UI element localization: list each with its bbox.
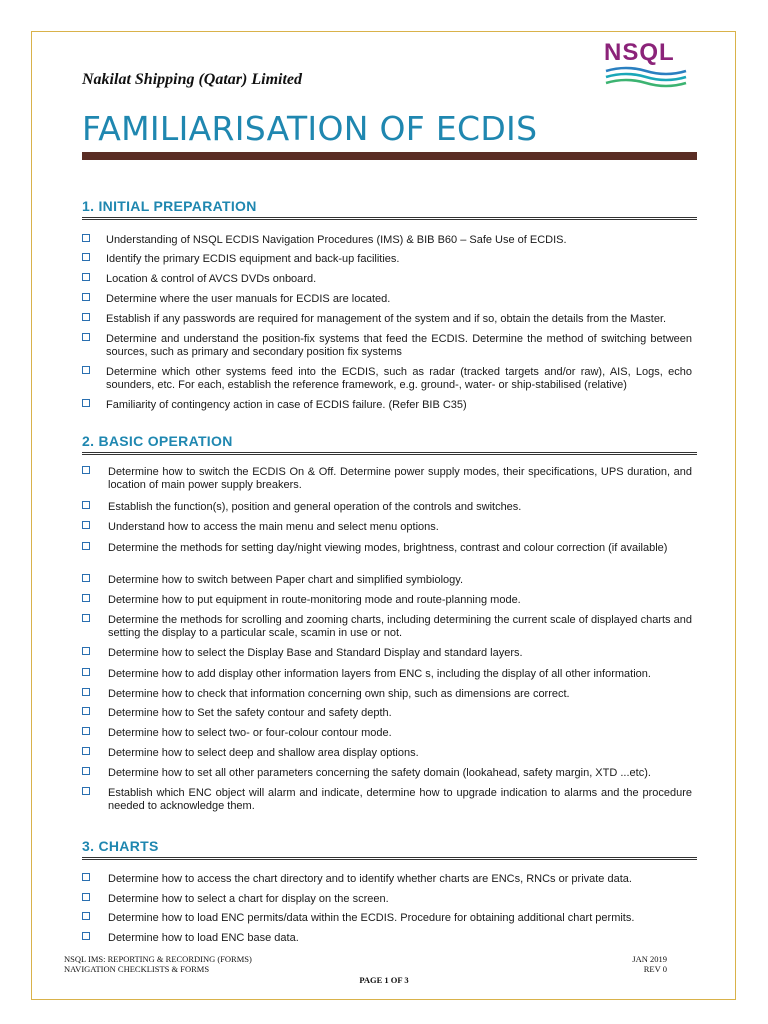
checkbox-icon[interactable] xyxy=(82,542,90,550)
checkbox-icon[interactable] xyxy=(82,767,90,775)
checkbox-icon[interactable] xyxy=(82,747,90,755)
checkbox-icon[interactable] xyxy=(82,466,90,474)
checkbox-icon[interactable] xyxy=(82,893,90,901)
logo-waves-icon xyxy=(604,66,688,88)
logo-text: NSQL xyxy=(604,39,675,66)
checkbox-icon[interactable] xyxy=(82,873,90,881)
checkbox-icon[interactable] xyxy=(82,501,90,509)
footer-left xyxy=(64,954,252,974)
footer-page-number: PAGE 1 OF 3 xyxy=(359,975,409,985)
section-rule xyxy=(82,452,697,455)
checkbox-icon[interactable] xyxy=(82,727,90,735)
section-heading-basic-operation: 2. BASIC OPERATION xyxy=(82,433,233,449)
section-rule xyxy=(82,857,697,860)
checkbox-icon[interactable] xyxy=(82,707,90,715)
checkbox-icon[interactable] xyxy=(82,912,90,920)
section-heading-charts: 3. CHARTS xyxy=(82,838,159,854)
checkbox-icon[interactable] xyxy=(82,333,90,341)
checkbox-icon[interactable] xyxy=(82,787,90,795)
footer-reference: NSQL IMS: REPORTING & RECORDING (FORMS) xyxy=(64,954,252,964)
checkbox-icon[interactable] xyxy=(82,521,90,529)
footer-right xyxy=(632,954,667,974)
checkbox-icon[interactable] xyxy=(82,313,90,321)
checkbox-icon[interactable] xyxy=(82,293,90,301)
section-rule xyxy=(82,217,697,220)
checkbox-icon[interactable] xyxy=(82,273,90,281)
footer-date: JAN 2019 xyxy=(632,954,667,964)
company-name: Nakilat Shipping (Qatar) Limited xyxy=(82,71,303,88)
checkbox-icon[interactable] xyxy=(82,647,90,655)
checkbox-icon[interactable] xyxy=(82,668,90,676)
checkbox-icon[interactable] xyxy=(82,688,90,696)
footer-section: NAVIGATION CHECKLISTS & FORMS xyxy=(64,964,210,974)
checkbox-icon[interactable] xyxy=(82,574,90,582)
checkbox-icon[interactable] xyxy=(82,234,90,242)
document-title: FAMILIARISATION OF ECDIS xyxy=(82,109,538,148)
checkbox-icon[interactable] xyxy=(82,932,90,940)
page-border xyxy=(31,31,736,1000)
title-underline-bar xyxy=(82,152,697,160)
checkbox-icon[interactable] xyxy=(82,366,90,374)
checkbox-icon[interactable] xyxy=(82,399,90,407)
checkbox-icon[interactable] xyxy=(82,594,90,602)
checkbox-icon[interactable] xyxy=(82,253,90,261)
section-heading-initial-preparation: 1. INITIAL PREPARATION xyxy=(82,198,257,214)
footer-revision: REV 0 xyxy=(643,964,667,974)
nsql-logo xyxy=(604,40,688,90)
checkbox-icon[interactable] xyxy=(82,614,90,622)
